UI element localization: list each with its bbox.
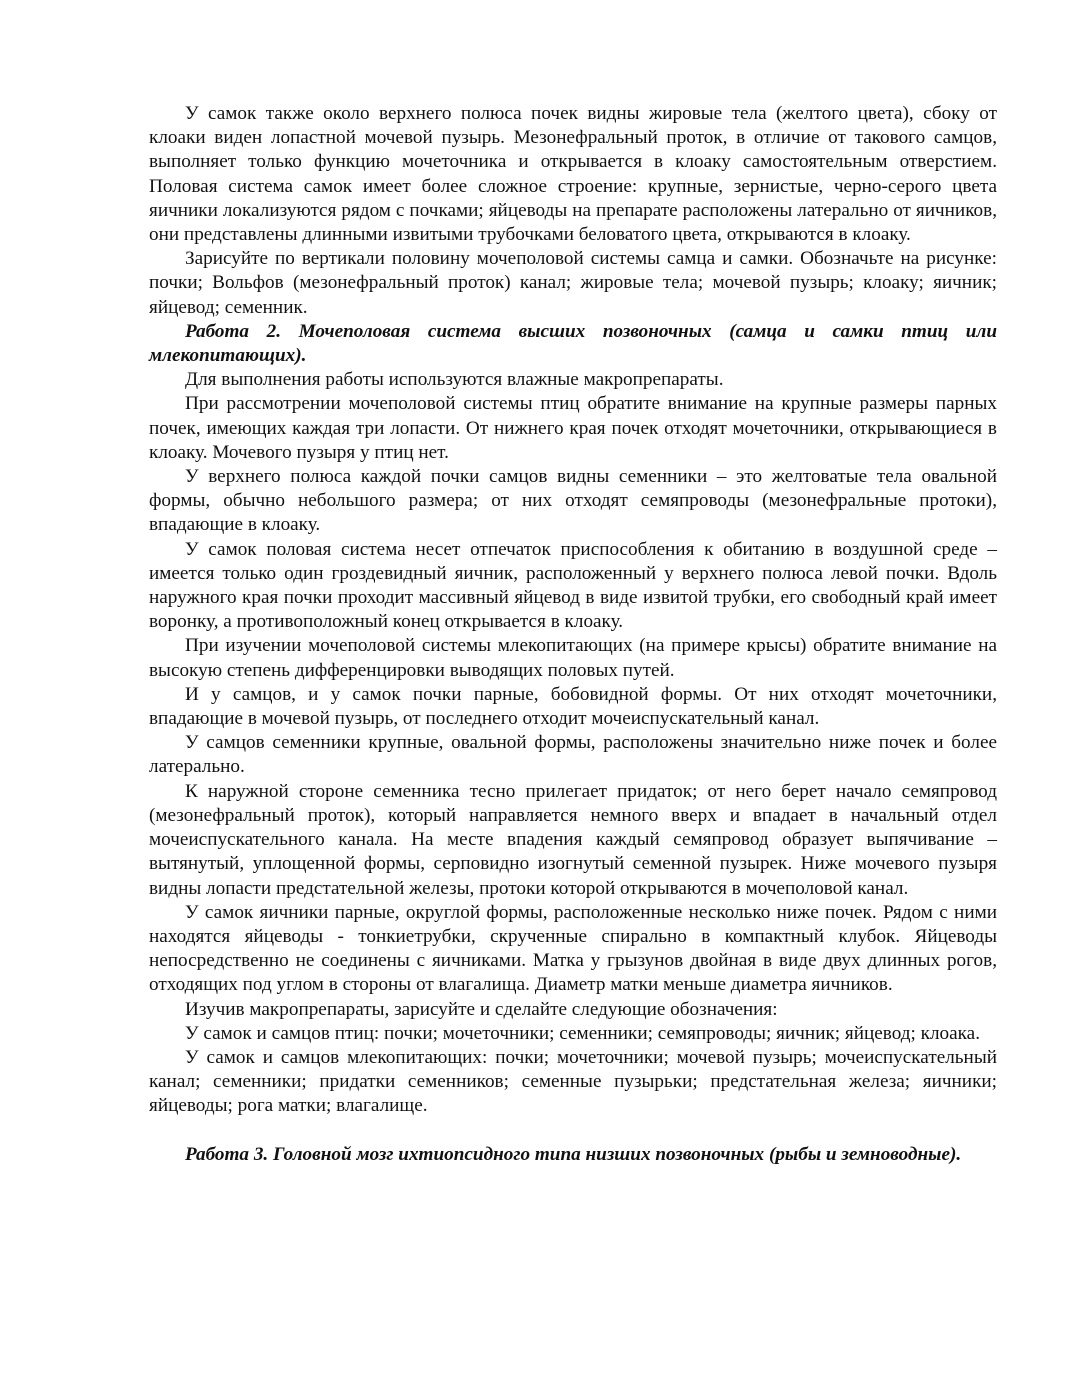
paragraph-mammals-intro: При изучении мочеполовой системы млекопитающих (на примере крысы) обратите внимание на высокую степень дифференцировки выводящих половых путей.: [149, 635, 997, 681]
paragraph-materials: Для выполнения работы используются влажные макропрепараты.: [185, 369, 724, 391]
paragraph-mammals-kidneys: И у самцов, и у самок почки парные, бобовидной формы. От них отходят мочеточники, впадающие в мочевой пузырь, от последнего отходит мочеиспускательный канал.: [149, 683, 997, 730]
paragraph-drawing-task-1: Зарисуйте по вертикали половину мочеполовой системы самца и самки. Обозначьте на рисунке: почки; Вольфов (мезонефральный проток) канал; жировые тела; мочевой пузырь; клоаку; яичник; яйцевод; семенник.: [149, 248, 997, 318]
paragraph-mammals-epididymis: К наружной стороне семенника тесно прилегает придаток; от него берет начало семяпровод (мезонефральный проток), который направляется немного вверх и впадает в начальный отдел мочеиспускательного канала. На месте впадения каждый семяпровод образует выпячивание – вытянутый, уплощенной формы, серповидно изогнутый семенной пузырек. Ниже мочевого пузыря видны лопасти предстательной железы, протоки которой открываются в мочеполовой канал.: [149, 780, 997, 899]
paragraph-birds-labels: У самок и самцов птиц: почки; мочеточники; семенники; семяпроводы; яичник; яйцевод; клоака.: [185, 1022, 980, 1044]
paragraph-drawing-task-2: Изучив макропрепараты, зарисуйте и сделайте следующие обозначения:: [185, 998, 778, 1020]
heading-work-2: Работа 2. Мочеполовая система высших позвоночных (самца и самки птиц или млекопитающих).: [149, 320, 997, 367]
paragraph-mammals-testes: У самцов семенники крупные, овальной формы, расположены значительно ниже почек и более латерально.: [149, 732, 997, 778]
paragraph-female-amphibian: У самок также около верхнего полюса почек видны жировые тела (желтого цвета), сбоку от клоаки виден лопастной мочевой пузырь. Мезонефральный проток, в отличие от такового самцов, выполняет только функцию мочеточника и открывается в клоаку самостоятельным отверстием. Половая система самок имеет более сложное строение: крупные, зернистые, черно-серого цвета яичники локализуются рядом с почками; яйцеводы на препарате расположены латерально от яичников, они представлены длинными извитыми трубочками беловатого цвета, открываются в клоаку.: [149, 103, 997, 246]
paragraph-birds-kidneys: При рассмотрении мочеполовой системы птиц обратите внимание на крупные размеры парных почек, имеющих каждая три лопасти. От нижнего края почек отходят мочеточники, открывающиеся в клоаку. Мочевого пузыря у птиц нет.: [149, 393, 997, 463]
document-page: [149, 102, 997, 1167]
paragraph-birds-males: У верхнего полюса каждой почки самцов видны семенники – это желтоватые тела овальной формы, обычно небольшого размера; от них отходят семяпроводы (мезонефральные протоки), впадающие в клоаку.: [149, 466, 997, 536]
paragraph-mammals-females: У самок яичники парные, округлой формы, расположенные несколько ниже почек. Рядом с ними находятся яйцеводы - тонкиетрубки, скрученные спирально в компактный клубок. Яйцеводы непосредственно не соединены с яичниками. Матка у грызунов двойная в виде двух длинных рогов, отходящих под углом в стороны от влагалища. Диаметр матки меньше диаметра яичников.: [149, 901, 997, 996]
paragraph-mammals-labels: У самок и самцов млекопитающих: почки; мочеточники; мочевой пузырь; мочеиспускательный канал; семенники; придатки семенников; семенные пузырьки; предстательная железа; яичники; яйцеводы; рога матки; влагалище.: [149, 1046, 997, 1117]
paragraph-birds-females: У самок половая система несет отпечаток приспособления к обитанию в воздушной среде – имеется только один гроздевидный яичник, расположенный у верхнего полюса левой почки. Вдоль наружного края почки проходит массивный яйцевод в виде извитой трубки, его свободный край имеет воронку, а противоположный конец открывается в клоаку.: [149, 538, 997, 633]
heading-work-3: Работа 3. Головной мозг ихтиопсидного типа низших позвоночных (рыбы и земноводные).: [185, 1143, 962, 1165]
blank-line: [149, 1119, 997, 1143]
